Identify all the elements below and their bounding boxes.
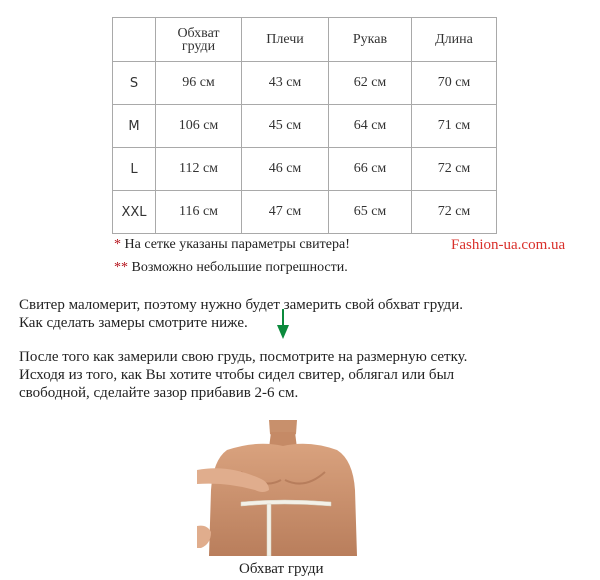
table-header-row [113,18,497,62]
paragraph-line: свободной, сделайте зазор прибавив 2-6 см. [19,385,299,401]
sleeve-cell: 62 см [329,62,412,105]
size-cell: XXL [113,191,156,234]
arrow-down-icon [276,309,290,339]
header-length: Длина [412,18,497,62]
note-parameters [114,237,350,253]
header-chest [156,18,242,62]
chest-measurement-photo [197,420,367,556]
size-chart-table [112,17,497,234]
sleeve-cell: 65 см [329,191,412,234]
paragraph-line: Исходя из того, как Вы хотите чтобы сидел свитер, облягал или был [19,367,455,383]
length-cell: 72 см [412,148,497,191]
header-sleeve: Рукав [329,18,412,62]
brand-watermark: Fashion-ua.com.ua [451,237,566,253]
header-empty [113,18,156,62]
note-marker: ** [114,260,128,275]
photo-caption: Обхват груди [239,561,324,577]
sleeve-cell: 64 см [329,105,412,148]
length-cell: 70 см [412,62,497,105]
header-chest-line2: груди [181,38,216,54]
chest-cell: 112 см [156,148,242,191]
shoulders-cell: 46 см [242,148,329,191]
table-row [113,62,497,105]
paragraph-line: После того как замерили свою грудь, посмотрите на размерную сетку. [19,349,468,365]
chest-cell: 96 см [156,62,242,105]
paragraph-intro [19,296,463,332]
chest-cell: 106 см [156,105,242,148]
table-row [113,105,497,148]
paragraph-line: Свитер маломерит, поэтому нужно будет замерить свой обхват груди. [19,297,463,313]
table-row [113,148,497,191]
shoulders-cell: 43 см [242,62,329,105]
header-chest-line1: Обхват [177,25,220,41]
note-errors [114,260,348,276]
size-cell: M [113,105,156,148]
length-cell: 71 см [412,105,497,148]
paragraph-instructions [19,348,467,402]
note-text: Возможно небольшие погрешности. [128,260,348,275]
sleeve-cell: 66 см [329,148,412,191]
note-text: На сетке указаны параметры свитера! [121,237,350,252]
chest-cell: 116 см [156,191,242,234]
paragraph-line: Как сделать замеры смотрите ниже. [19,315,248,331]
shoulders-cell: 47 см [242,191,329,234]
length-cell: 72 см [412,191,497,234]
header-shoulders: Плечи [242,18,329,62]
shoulders-cell: 45 см [242,105,329,148]
size-cell: S [113,62,156,105]
size-cell: L [113,148,156,191]
table-row [113,191,497,234]
man-torso-illustration [197,420,367,556]
note-marker: * [114,237,121,252]
